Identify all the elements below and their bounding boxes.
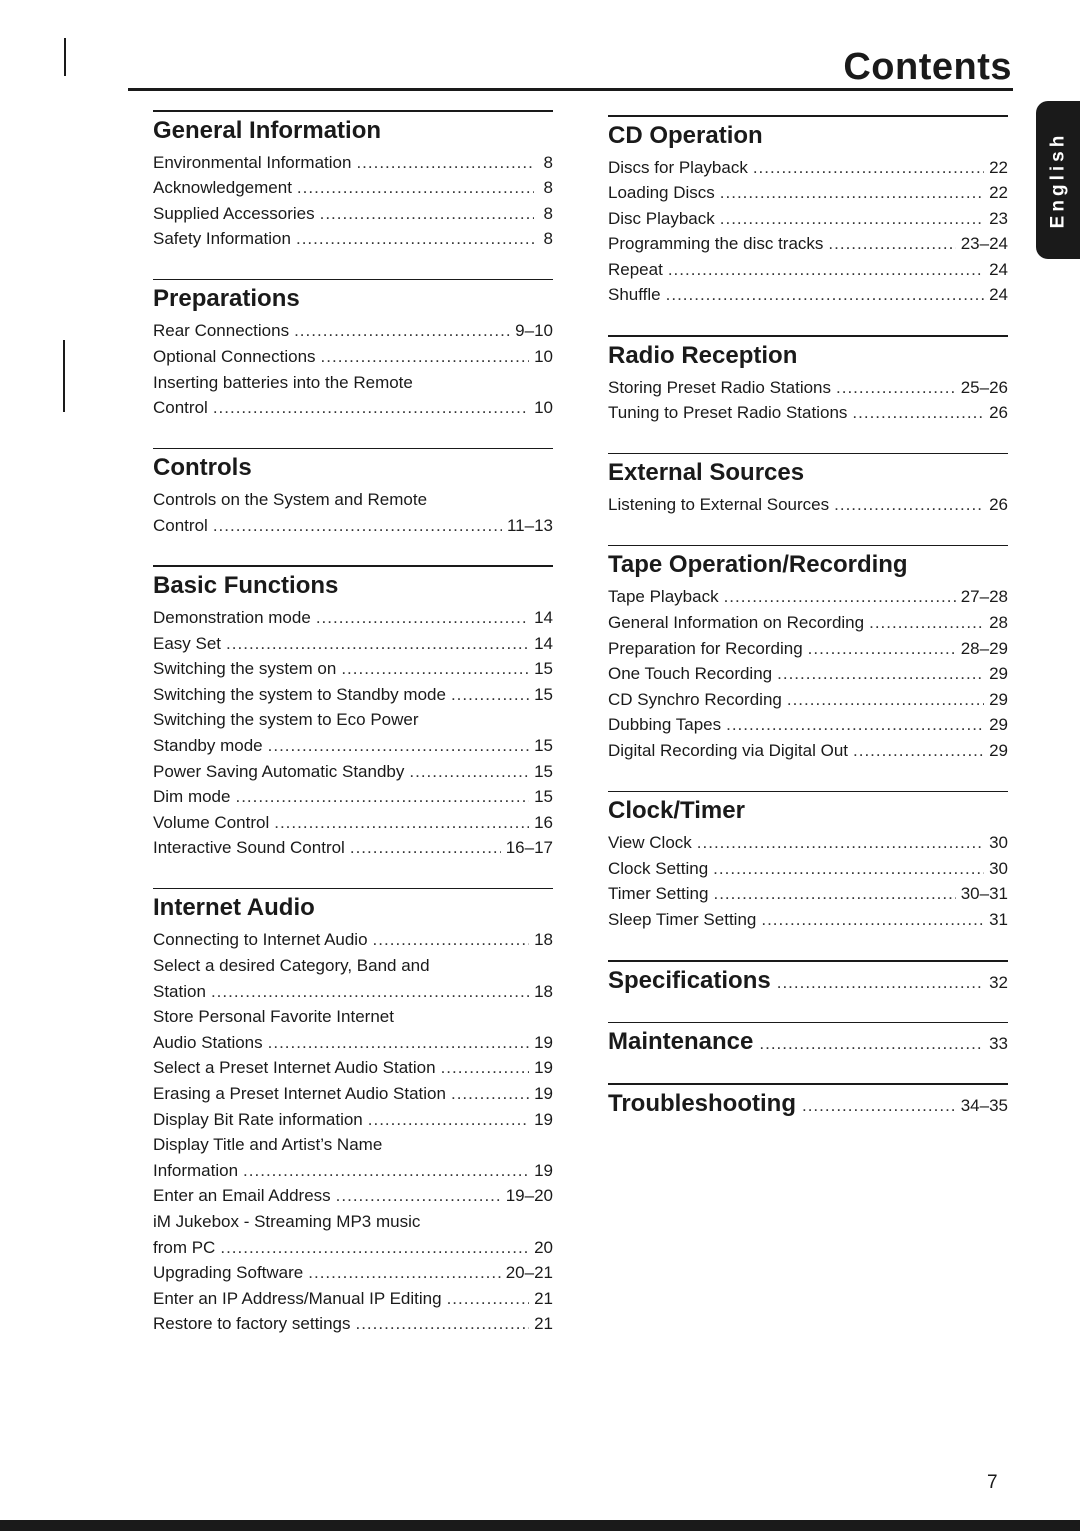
dot-leader [713, 881, 955, 907]
entry-label: Audio Stations [153, 1032, 263, 1052]
toc-entry[interactable] [608, 610, 1008, 636]
entry-label: General Information on Recording [608, 612, 865, 632]
entry-page: 15 [534, 761, 553, 781]
language-tab [1036, 101, 1080, 259]
entry-label: Control [153, 398, 208, 418]
entry-page: 15 [534, 684, 553, 704]
entry-page: 34–35 [960, 1095, 1008, 1115]
toc-entry[interactable] [608, 257, 1008, 283]
entry-label: View Clock [608, 833, 692, 852]
dot-leader [808, 636, 956, 662]
entry-label: Tape Playback [608, 587, 719, 607]
entry-label: Dubbing Tapes [608, 715, 722, 735]
entry-page: 33 [989, 1034, 1008, 1054]
dot-leader [852, 400, 984, 426]
toc-entry[interactable] [608, 830, 1008, 856]
entry-label: Display Bit Rate information [153, 1109, 363, 1129]
entry-label: Controls on the System and Remote [153, 490, 428, 510]
entry-page: 10 [534, 346, 553, 366]
entry-label: Select a Preset Internet Audio Station [153, 1058, 436, 1078]
toc-entry[interactable] [153, 513, 553, 539]
entry-label: Power Saving Automatic Standby [153, 761, 405, 781]
entry-page: 22 [989, 183, 1008, 203]
dot-leader [321, 344, 530, 370]
entry-page: 23–24 [960, 234, 1008, 254]
toc-entry[interactable] [608, 282, 1008, 308]
entry-label: Inserting batteries into the Remote [153, 372, 413, 392]
dot-leader [441, 1055, 530, 1081]
entry-page: 28–29 [960, 638, 1008, 658]
toc-entry[interactable] [608, 738, 1008, 764]
toc-entry[interactable] [153, 1004, 553, 1030]
entry-page: 27–28 [960, 587, 1008, 607]
dot-leader [787, 687, 984, 713]
dot-leader [451, 682, 529, 708]
toc-entry[interactable] [608, 492, 1008, 518]
dot-leader [666, 282, 984, 308]
toc-entry[interactable] [608, 712, 1008, 738]
toc-entry[interactable] [608, 206, 1008, 232]
language-tab-label: English [1047, 131, 1068, 229]
dot-leader [713, 856, 984, 882]
entry-page: 15 [534, 735, 553, 755]
toc-entry[interactable] [608, 907, 1008, 933]
entry-label: Restore to factory settings [153, 1314, 351, 1334]
dot-leader [243, 1158, 529, 1184]
margin-mark [64, 38, 66, 76]
entry-label: Rear Connections [153, 321, 290, 341]
entry-page: 25–26 [960, 377, 1008, 397]
dot-leader [235, 784, 529, 810]
dot-leader [220, 1235, 529, 1261]
dot-leader [761, 907, 984, 933]
toc-entry[interactable] [153, 487, 553, 513]
toc-entry[interactable] [153, 201, 553, 227]
dot-leader [777, 973, 983, 993]
toc-entry-troubleshooting[interactable] [608, 1089, 1008, 1119]
toc-entry[interactable] [608, 636, 1008, 662]
toc-section-preparations [153, 279, 553, 421]
toc-entry[interactable] [153, 631, 553, 657]
entry-label: Easy Set [153, 633, 222, 653]
section-title: Specifications [608, 966, 771, 994]
entry-label: Select a desired Category, Band and [153, 955, 430, 975]
entry-page: 26 [989, 403, 1008, 423]
toc-entry[interactable] [153, 759, 553, 785]
toc-entry[interactable] [153, 979, 553, 1005]
toc-entry[interactable] [608, 881, 1008, 907]
section-divider [608, 453, 1008, 455]
dot-leader [308, 1260, 500, 1286]
toc-entry[interactable] [153, 682, 553, 708]
dot-leader [213, 513, 502, 539]
entry-label: Upgrading Software [153, 1263, 304, 1283]
toc-entry[interactable] [153, 1055, 553, 1081]
entry-label: iM Jukebox - Streaming MP3 music [153, 1211, 421, 1231]
dot-leader [777, 661, 984, 687]
section-title: Tape Operation/Recording [608, 551, 908, 579]
entry-page: 23 [989, 208, 1008, 228]
section-divider [153, 279, 553, 281]
dot-leader [836, 375, 956, 401]
entry-page: 28 [989, 612, 1008, 632]
dot-leader [355, 1311, 529, 1337]
dot-leader [268, 733, 529, 759]
toc-entry[interactable] [153, 1286, 553, 1312]
entry-page: 15 [534, 787, 553, 807]
toc-entry[interactable] [153, 395, 553, 421]
entry-label: Shuffle [608, 285, 661, 305]
toc-entry[interactable] [153, 175, 553, 201]
entry-page: 24 [989, 259, 1008, 279]
section-title: CD Operation [608, 121, 763, 149]
entry-label: Preparation for Recording [608, 638, 803, 658]
dot-leader [368, 1107, 529, 1133]
entry-label: Supplied Accessories [153, 203, 315, 223]
entry-page: 21 [534, 1288, 553, 1308]
toc-section-troubleshooting [608, 1083, 1008, 1119]
toc-entry[interactable] [608, 180, 1008, 206]
toc-entry[interactable] [153, 1235, 553, 1261]
entry-label: from PC [153, 1237, 216, 1257]
entry-label: Timer Setting [608, 884, 709, 904]
dot-leader [828, 231, 955, 257]
entry-label: Switching the system on [153, 659, 337, 679]
entry-page: 19 [534, 1032, 553, 1052]
dot-leader [336, 1183, 501, 1209]
toc-entry[interactable] [608, 231, 1008, 257]
dot-leader [294, 318, 510, 344]
section-title: Basic Functions [153, 571, 339, 599]
dot-leader [447, 1286, 530, 1312]
section-divider [153, 110, 553, 112]
dot-leader [834, 492, 984, 518]
toc-entry[interactable] [153, 835, 553, 861]
entry-label: Repeat [608, 259, 663, 279]
entry-page: 20–21 [505, 1263, 553, 1283]
toc-section-external-sources [608, 453, 1008, 518]
entry-page: 29 [989, 740, 1008, 760]
entry-label: Volume Control [153, 812, 270, 832]
entry-page: 11–13 [506, 515, 553, 535]
entry-label: Information [153, 1160, 239, 1180]
dot-leader [451, 1081, 529, 1107]
page-title: Contents [843, 46, 1012, 88]
toc-entry[interactable] [153, 784, 553, 810]
toc-section-controls [153, 448, 553, 539]
bottom-bar [0, 1520, 1080, 1531]
section-title: Preparations [153, 285, 300, 313]
toc-entry[interactable] [608, 687, 1008, 713]
section-divider [608, 335, 1008, 337]
entry-label: Erasing a Preset Internet Audio Station [153, 1083, 446, 1103]
toc-entry[interactable] [153, 605, 553, 631]
entry-label: Sleep Timer Setting [608, 909, 757, 929]
toc-entry[interactable] [153, 707, 553, 733]
margin-mark [63, 340, 65, 412]
entry-page: 18 [534, 981, 553, 1001]
entry-page: 19 [534, 1083, 553, 1103]
entry-page: 8 [543, 203, 553, 223]
toc-section-general-information [153, 110, 553, 252]
entry-page: 19 [534, 1160, 553, 1180]
entry-page: 8 [543, 178, 553, 198]
entry-page: 16–17 [505, 838, 553, 858]
toc-entry[interactable] [153, 810, 553, 836]
section-title: General Information [153, 116, 382, 144]
entry-label: Connecting to Internet Audio [153, 930, 368, 950]
dot-leader [668, 257, 984, 283]
entry-page: 30 [989, 833, 1008, 852]
dot-leader [697, 830, 984, 856]
entry-page: 21 [534, 1314, 553, 1334]
entry-page: 29 [989, 715, 1008, 735]
section-divider [608, 1083, 1008, 1085]
entry-page: 31 [989, 909, 1008, 929]
toc-entry[interactable] [608, 375, 1008, 401]
entry-page: 9–10 [515, 321, 553, 341]
entry-label: Switching the system to Standby mode [153, 684, 446, 704]
entry-page: 24 [989, 285, 1008, 305]
entry-label: Disc Playback [608, 208, 715, 228]
section-title: Maintenance [608, 1028, 754, 1056]
entry-label: Storing Preset Radio Stations [608, 377, 832, 397]
dot-leader [724, 584, 956, 610]
dot-leader [802, 1096, 955, 1116]
entry-page: 22 [989, 157, 1008, 177]
entry-page: 19–20 [505, 1186, 553, 1206]
section-divider [608, 791, 1008, 793]
entry-page: 26 [989, 495, 1008, 515]
toc-entry[interactable] [153, 226, 553, 252]
toc-entry[interactable] [153, 733, 553, 759]
entry-label: Store Personal Favorite Internet [153, 1007, 394, 1027]
entry-page: 14 [534, 633, 553, 653]
entry-label: Station [153, 981, 206, 1001]
toc-entry[interactable] [153, 1260, 553, 1286]
entry-label: Safety Information [153, 229, 291, 249]
toc-section-specifications [608, 960, 1008, 996]
toc-section-internet-audio [153, 888, 553, 1337]
toc-left-column [153, 110, 553, 1337]
section-title: Troubleshooting [608, 1089, 796, 1117]
dot-leader [720, 180, 984, 206]
toc-entry[interactable] [153, 1183, 553, 1209]
toc-entry[interactable] [153, 1209, 553, 1235]
entry-page: 29 [989, 664, 1008, 684]
dot-leader [409, 759, 529, 785]
toc-entry[interactable] [608, 856, 1008, 882]
section-divider [153, 448, 553, 450]
entry-label: Interactive Sound Control [153, 838, 345, 858]
dot-leader [320, 201, 534, 227]
entry-label: Dim mode [153, 787, 231, 807]
toc-entry[interactable] [153, 1132, 553, 1158]
entry-page: 32 [989, 972, 1008, 992]
section-divider [608, 1022, 1008, 1024]
dot-leader [853, 738, 984, 764]
toc-entry[interactable] [608, 155, 1008, 181]
entry-label: Optional Connections [153, 346, 316, 366]
toc-section-radio-reception [608, 335, 1008, 426]
entry-page: 30 [989, 858, 1008, 878]
section-title: Clock/Timer [608, 797, 745, 824]
entry-label: Acknowledgement [153, 178, 292, 198]
section-divider [608, 545, 1008, 547]
section-title: Radio Reception [608, 341, 798, 369]
toc-section-basic-functions [153, 565, 553, 860]
entry-label: One Touch Recording [608, 664, 773, 684]
entry-label: CD Synchro Recording [608, 689, 782, 709]
toc-entry[interactable] [153, 318, 553, 344]
toc-entry[interactable] [153, 370, 553, 396]
dot-leader [226, 631, 529, 657]
dot-leader [341, 656, 529, 682]
toc-entry-maintenance[interactable] [608, 1027, 1008, 1057]
toc-entry[interactable] [153, 656, 553, 682]
toc-section-maintenance [608, 1022, 1008, 1058]
entry-page: 15 [534, 659, 553, 679]
dot-leader [268, 1030, 529, 1056]
toc-entry[interactable] [153, 150, 553, 176]
entry-page: 8 [543, 229, 553, 249]
toc-entry[interactable] [153, 1158, 553, 1184]
section-divider [153, 888, 553, 890]
entry-page: 8 [543, 152, 553, 172]
toc-entry[interactable] [608, 400, 1008, 426]
entry-label: Programming the disc tracks [608, 234, 824, 254]
entry-label: Control [153, 515, 208, 535]
entry-label: Enter an Email Address [153, 1186, 331, 1206]
entry-label: Discs for Playback [608, 157, 748, 177]
toc-entry[interactable] [153, 344, 553, 370]
title-divider [128, 88, 1013, 91]
section-title: Internet Audio [153, 894, 315, 922]
toc-entry-specifications[interactable] [608, 966, 1008, 996]
toc-entry[interactable] [153, 1107, 553, 1133]
section-divider [608, 960, 1008, 962]
dot-leader [297, 175, 534, 201]
dot-leader [350, 835, 501, 861]
toc-entry[interactable] [153, 927, 553, 953]
entry-label: Listening to External Sources [608, 495, 830, 515]
dot-leader [759, 1034, 983, 1054]
section-divider [608, 115, 1008, 117]
dot-leader [373, 927, 530, 953]
entry-page: 10 [534, 398, 553, 418]
toc-entry[interactable] [608, 584, 1008, 610]
entry-label: Digital Recording via Digital Out [608, 740, 848, 760]
toc-section-tape-operation [608, 545, 1008, 764]
entry-label: Standby mode [153, 735, 263, 755]
toc-entry[interactable] [153, 1311, 553, 1337]
entry-page: 14 [534, 607, 553, 627]
section-title: External Sources [608, 459, 805, 487]
entry-label: Tuning to Preset Radio Stations [608, 403, 848, 423]
dot-leader [316, 605, 529, 631]
toc-entry[interactable] [153, 1081, 553, 1107]
entry-page: 18 [534, 930, 553, 950]
dot-leader [356, 150, 534, 176]
toc-right-column [608, 115, 1008, 1119]
dot-leader [274, 810, 529, 836]
toc-section-cd-operation [608, 115, 1008, 308]
entry-page: 30–31 [960, 884, 1008, 904]
dot-leader [753, 155, 984, 181]
dot-leader [720, 206, 984, 232]
page-number: 7 [987, 1472, 998, 1493]
entry-label: Demonstration mode [153, 607, 311, 627]
section-title: Controls [153, 454, 252, 482]
entry-page: 19 [534, 1058, 553, 1078]
entry-label: Display Title and Artist’s Name [153, 1135, 383, 1155]
dot-leader [213, 395, 529, 421]
entry-label: Loading Discs [608, 183, 715, 203]
entry-label: Enter an IP Address/Manual IP Editing [153, 1288, 442, 1308]
entry-label: Environmental Information [153, 152, 352, 172]
entry-page: 16 [534, 812, 553, 832]
entry-page: 29 [989, 689, 1008, 709]
toc-entry[interactable] [153, 1030, 553, 1056]
dot-leader [726, 712, 984, 738]
entry-label: Switching the system to Eco Power [153, 710, 419, 730]
toc-entry[interactable] [153, 953, 553, 979]
dot-leader [211, 979, 529, 1005]
dot-leader [296, 226, 534, 252]
toc-section-clock-timer [608, 791, 1008, 933]
toc-entry[interactable] [608, 661, 1008, 687]
entry-label: Clock Setting [608, 858, 709, 878]
dot-leader [869, 610, 984, 636]
section-divider [153, 565, 553, 567]
entry-page: 19 [534, 1109, 553, 1129]
entry-page: 20 [534, 1237, 553, 1257]
